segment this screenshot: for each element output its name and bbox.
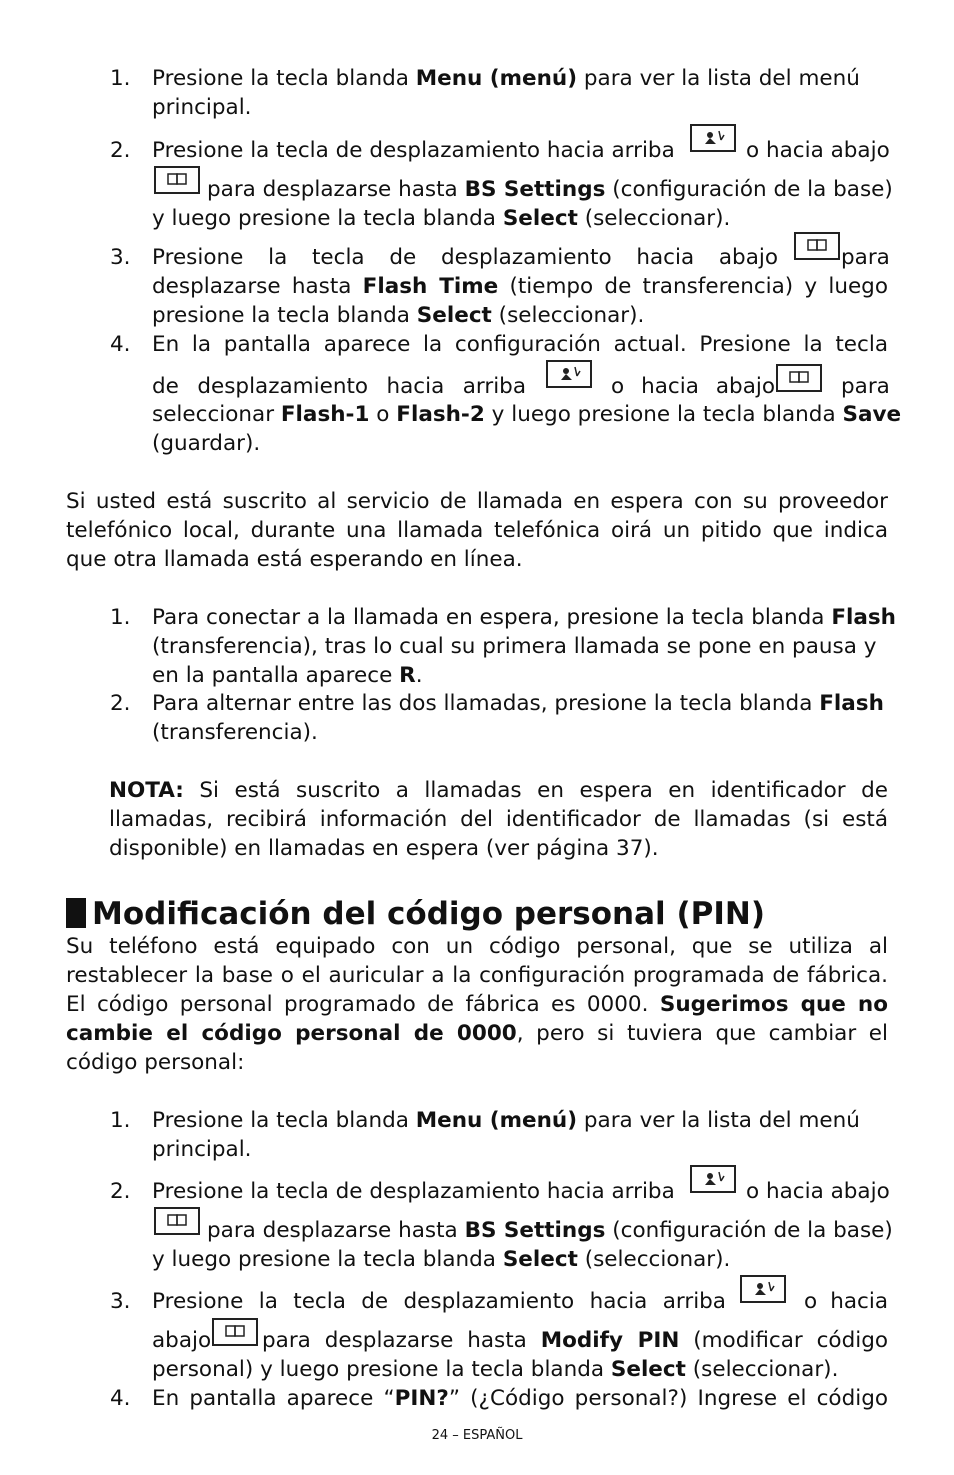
list-item-text: Presione la tecla de desplazamiento hacia arriba [152, 138, 675, 163]
list-number: 3. [110, 245, 131, 270]
list-item-text: presione la tecla blanda Select (seleccionar). [152, 303, 645, 328]
heading-bar-icon [66, 898, 86, 928]
list-item-text: para desplazarse hasta BS Settings (configuración de la base) [207, 177, 893, 202]
list-item-text: En la pantalla aparece la configuración actual. Presione la tecla [152, 332, 888, 357]
list-item-text: para [841, 374, 890, 399]
scroll-down-key-icon [776, 364, 822, 392]
list-item-text: para desplazarse hasta Modify PIN (modificar código [262, 1328, 888, 1353]
note-paragraph: NOTA: Si está suscrito a llamadas en espera en identificador de llamadas, recibirá información del identificador de llamadas (si está disponible) en llamadas en espera (ver página 37). [109, 778, 888, 861]
list-item-text: o hacia abajo [746, 1179, 890, 1204]
list-number: 3. [110, 1289, 131, 1314]
list-item-text: principal. [152, 95, 252, 120]
list-item-text: Presione la tecla blanda Menu (menú) para ver la lista del menú [152, 66, 860, 91]
list-item-text: (guardar). [152, 431, 261, 456]
list-item-text: desplazarse hasta Flash Time (tiempo de transferencia) y luego [152, 274, 888, 299]
list-item-text: y luego presione la tecla blanda Select (seleccionar). [152, 206, 731, 231]
list-item-text: para desplazarse hasta BS Settings (configuración de la base) [207, 1218, 893, 1243]
list-item-text: en la pantalla aparece R. [152, 663, 423, 688]
list-item-text: y luego presione la tecla blanda Select (seleccionar). [152, 1247, 731, 1272]
list-item-text: principal. [152, 1137, 252, 1162]
scroll-down-key-icon [154, 166, 200, 194]
section-heading: Modificación del código personal (PIN) [66, 894, 765, 934]
list-number: 1. [110, 1108, 131, 1133]
list-number: 4. [110, 1386, 131, 1411]
list-number: 2. [110, 138, 131, 163]
scroll-up-key-icon [740, 1275, 786, 1303]
list-number: 4. [110, 332, 131, 357]
list-item-text: personal) y luego presione la tecla blanda Select (seleccionar). [152, 1357, 839, 1382]
page-footer: 24 – ESPAÑOL [431, 1428, 523, 1443]
list-item-text: abajo [152, 1328, 212, 1353]
list-item-text: Presione la tecla de desplazamiento hacia arriba [152, 1289, 726, 1314]
list-item-text: para [841, 245, 890, 270]
list-item-text: Para conectar a la llamada en espera, presione la tecla blanda Flash [152, 605, 896, 630]
paragraph: Si usted está suscrito al servicio de llamada en espera con su proveedor telefónico local, durante una llamada telefónica oirá un pitido que indica que otra llamada está esperando en línea. [66, 489, 888, 572]
list-item-text: o hacia abajo [746, 138, 890, 163]
scroll-up-key-icon [690, 1165, 736, 1193]
scroll-down-key-icon [212, 1318, 258, 1346]
scroll-down-key-icon [794, 232, 840, 260]
scroll-down-key-icon [154, 1207, 200, 1235]
list-item-text: Presione la tecla de desplazamiento hacia arriba [152, 1179, 675, 1204]
list-item-text: En pantalla aparece “PIN?” (¿Código personal?) Ingrese el código [152, 1386, 889, 1411]
list-number: 2. [110, 1179, 131, 1204]
list-item-text: (transferencia), tras lo cual su primera llamada se pone en pausa y [152, 634, 877, 659]
list-number: 1. [110, 605, 131, 630]
list-item-text: o hacia [804, 1289, 888, 1314]
list-item-text: (transferencia). [152, 720, 318, 745]
list-item-text: seleccionar Flash-1 o Flash-2 y luego presione la tecla blanda Save [152, 402, 902, 427]
paragraph: Su teléfono está equipado con un código personal, que se utiliza al restablecer la base o el auricular a la configuración programada de fábrica. El código personal programado de fábrica es 0000. Sugerimos que no cambie el código personal de 0000, pero si tuviera que cambiar el código personal: [66, 934, 889, 1075]
list-item-text: o hacia abajo [611, 374, 775, 399]
list-number: 2. [110, 691, 131, 716]
list-item-text: Para alternar entre las dos llamadas, presione la tecla blanda Flash [152, 691, 884, 716]
list-item-text: de desplazamiento hacia arriba [152, 374, 526, 399]
scroll-up-key-icon [546, 360, 592, 388]
list-item-text: Presione la tecla de desplazamiento hacia abajo [152, 245, 778, 270]
list-item-text: Presione la tecla blanda Menu (menú) para ver la lista del menú [152, 1108, 860, 1133]
scroll-up-key-icon [690, 124, 736, 152]
list-number: 1. [110, 66, 131, 91]
